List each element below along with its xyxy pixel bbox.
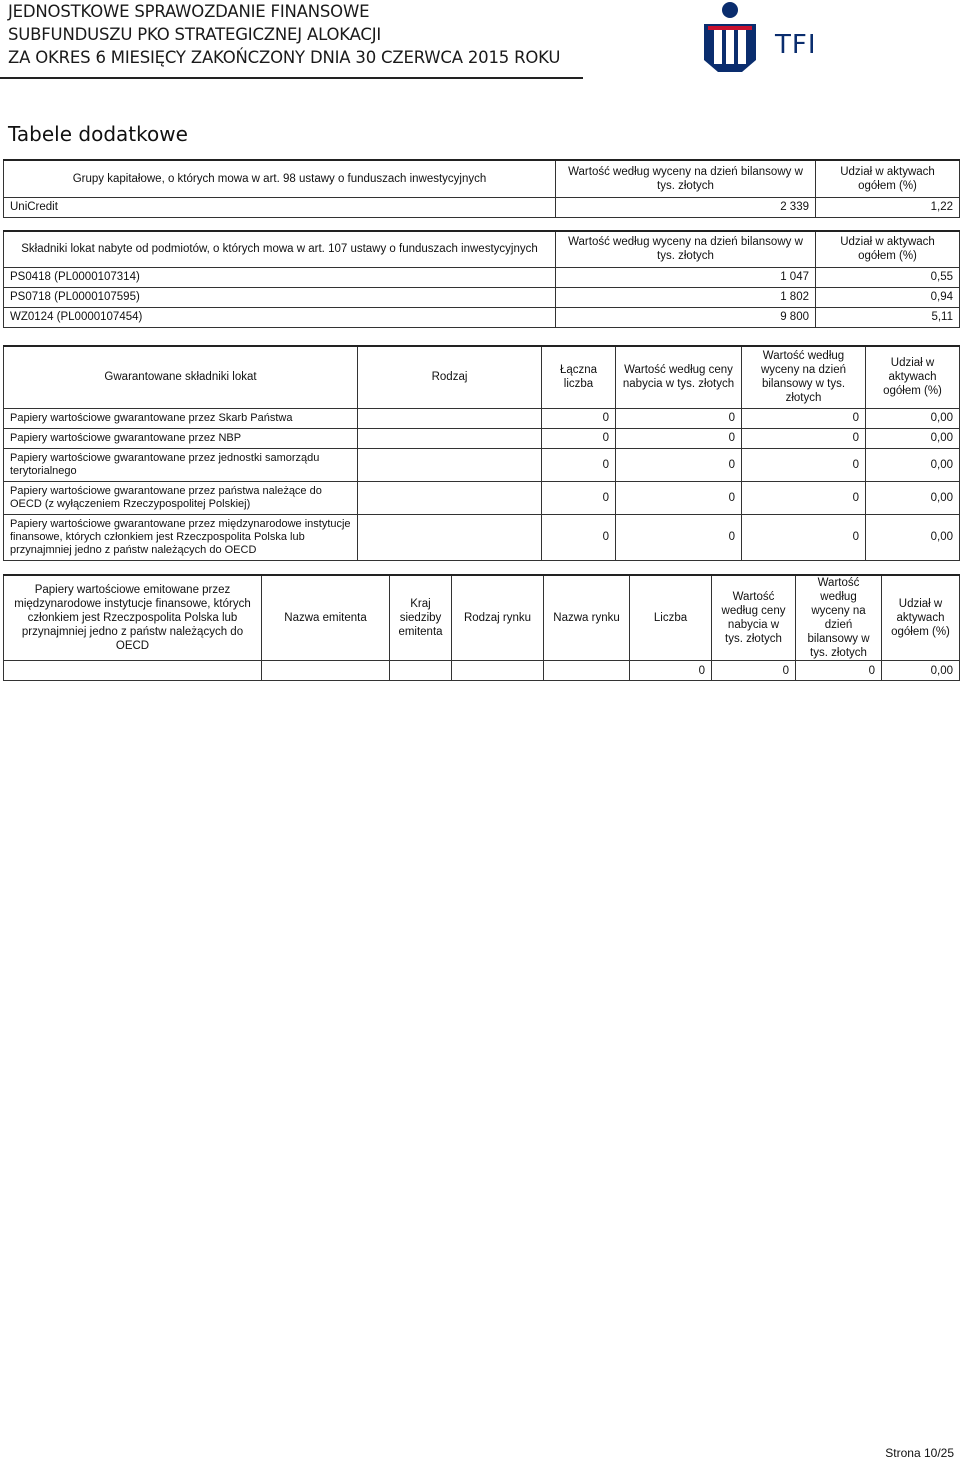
cell-share: 1,22 [816, 197, 960, 217]
cell-name: PS0718 (PL0000107595) [4, 287, 556, 307]
cell-share: 0,00 [866, 481, 960, 514]
cell-valuation: 0 [796, 661, 882, 681]
cell-share: 0,55 [816, 267, 960, 287]
brand-tfi-label: TFI [775, 30, 817, 60]
col-header-issuer-name: Nazwa emitenta [262, 575, 390, 661]
cell-valuation: 0 [742, 448, 866, 481]
cell-cost-value: 0 [712, 661, 796, 681]
col-header-issuer-country: Kraj siedziby emitenta [390, 575, 452, 661]
table-row [4, 428, 960, 448]
cell-count: 0 [542, 428, 616, 448]
cell-name: Papiery wartościowe gwarantowane przez Skarb Państwa [4, 408, 358, 428]
col-header-groups: Grupy kapitałowe, o których mowa w art. 98 ustawy o funduszach inwestycyjnych [4, 160, 556, 197]
cell-cost-value: 0 [616, 408, 742, 428]
cell-count: 0 [542, 408, 616, 428]
cell-name: Papiery wartościowe gwarantowane przez państwa należące do OECD (z wyłączeniem Rzeczypospolitej Polskiej) [4, 481, 358, 514]
header-title-line3: ZA OKRES 6 MIESIĘCY ZAKOŃCZONY DNIA 30 CZERWCA 2015 ROKU [8, 48, 561, 67]
col-header-share: Udział w aktywach ogółem (%) [882, 575, 960, 661]
table-header-row [4, 346, 960, 408]
cell-share: 5,11 [816, 307, 960, 327]
table-header-row [4, 160, 960, 197]
table-row [4, 481, 960, 514]
section-title: Tabele dodatkowe [8, 122, 188, 146]
cell-type [358, 481, 542, 514]
cell-count: 0 [542, 481, 616, 514]
page-number: Strona 10/25 [885, 1446, 954, 1460]
header-title-line1: JEDNOSTKOWE SPRAWOZDANIE FINANSOWE [8, 2, 370, 21]
col-header-count: Liczba [630, 575, 712, 661]
col-header-valuation: Wartość według wyceny na dzień bilansowy w tys. złotych [742, 346, 866, 408]
cell-type [358, 448, 542, 481]
table-row [4, 448, 960, 481]
pko-logo-icon [700, 0, 760, 80]
cell-value: 1 047 [556, 267, 816, 287]
col-header-count: Łączna liczba [542, 346, 616, 408]
col-header-value: Wartość według wyceny na dzień bilansowy w tys. złotych [556, 231, 816, 267]
cell-issuer-name [262, 661, 390, 681]
table-row [4, 287, 960, 307]
cell-count: 0 [542, 514, 616, 560]
table-international-issuers [3, 574, 960, 681]
table-row [4, 307, 960, 327]
cell-valuation: 0 [742, 428, 866, 448]
cell-market-name [544, 661, 630, 681]
cell-count: 0 [542, 448, 616, 481]
table-header-row [4, 575, 960, 661]
cell-name: Papiery wartościowe gwarantowane przez jednostki samorządu terytorialnego [4, 448, 358, 481]
cell-share: 0,00 [882, 661, 960, 681]
cell-share: 0,94 [816, 287, 960, 307]
cell-issuer-country [390, 661, 452, 681]
table-row [4, 197, 960, 217]
table-row [4, 408, 960, 428]
col-header-type: Rodzaj [358, 346, 542, 408]
cell-type [358, 514, 542, 560]
cell-market-type [452, 661, 544, 681]
cell-share: 0,00 [866, 448, 960, 481]
table-assets-from-entities [3, 230, 960, 328]
col-header-market-name: Nazwa rynku [544, 575, 630, 661]
cell-securities [4, 661, 262, 681]
report-header [8, 0, 584, 69]
col-header-valuation: Wartość według wyceny na dzień bilansowy w tys. złotych [796, 575, 882, 661]
col-header-guaranteed: Gwarantowane składniki lokat [4, 346, 358, 408]
col-header-market-type: Rodzaj rynku [452, 575, 544, 661]
col-header-assets: Składniki lokat nabyte od podmiotów, o których mowa w art. 107 ustawy o funduszach inwestycyjnych [4, 231, 556, 267]
cell-share: 0,00 [866, 428, 960, 448]
col-header-share: Udział w aktywach ogółem (%) [866, 346, 960, 408]
cell-value: 1 802 [556, 287, 816, 307]
cell-cost-value: 0 [616, 514, 742, 560]
cell-name: Papiery wartościowe gwarantowane przez NBP [4, 428, 358, 448]
cell-valuation: 0 [742, 514, 866, 560]
cell-name: PS0418 (PL0000107314) [4, 267, 556, 287]
col-header-cost-value: Wartość według ceny nabycia w tys. złotych [616, 346, 742, 408]
header-title-line2: SUBFUNDUSZU PKO STRATEGICZNEJ ALOKACJI [8, 25, 382, 44]
table-row [4, 514, 960, 560]
cell-share: 0,00 [866, 514, 960, 560]
cell-value: 2 339 [556, 197, 816, 217]
col-header-cost-value: Wartość według ceny nabycia w tys. złotych [712, 575, 796, 661]
col-header-share: Udział w aktywach ogółem (%) [816, 160, 960, 197]
col-header-securities: Papiery wartościowe emitowane przez międzynarodowe instytucje finansowe, których członkiem jest Rzeczpospolita Polska lub przynajmniej jedno z państw należących do OECD [4, 575, 262, 661]
cell-value: 9 800 [556, 307, 816, 327]
cell-type [358, 408, 542, 428]
cell-name: Papiery wartościowe gwarantowane przez międzynarodowe instytucje finansowe, których członkiem jest Rzeczpospolita Polska lub przynajmniej jedno z państw należących do OECD [4, 514, 358, 560]
table-row [4, 661, 960, 681]
cell-valuation: 0 [742, 408, 866, 428]
cell-valuation: 0 [742, 481, 866, 514]
cell-name: UniCredit [4, 197, 556, 217]
cell-share: 0,00 [866, 408, 960, 428]
header-divider [0, 77, 583, 79]
table-row [4, 267, 960, 287]
cell-count: 0 [630, 661, 712, 681]
cell-cost-value: 0 [616, 428, 742, 448]
cell-cost-value: 0 [616, 448, 742, 481]
table-capital-groups [3, 159, 960, 218]
col-header-share: Udział w aktywach ogółem (%) [816, 231, 960, 267]
cell-cost-value: 0 [616, 481, 742, 514]
cell-type [358, 428, 542, 448]
col-header-value: Wartość według wyceny na dzień bilansowy w tys. złotych [556, 160, 816, 197]
table-guaranteed-assets [3, 345, 960, 561]
table-header-row [4, 231, 960, 267]
cell-name: WZ0124 (PL0000107454) [4, 307, 556, 327]
